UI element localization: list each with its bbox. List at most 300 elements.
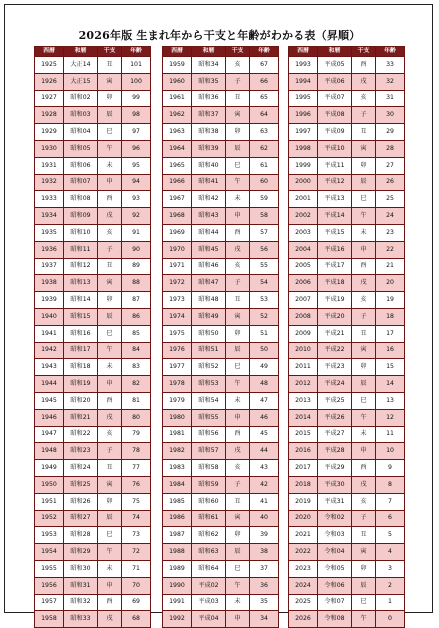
cell-age: 84 bbox=[122, 342, 151, 359]
cell-eto: 午 bbox=[352, 611, 376, 628]
cell-seireki: 1961 bbox=[163, 90, 192, 107]
cell-eto: 未 bbox=[98, 359, 122, 376]
table-row bbox=[163, 342, 279, 359]
table-row bbox=[289, 392, 405, 409]
cell-eto: 未 bbox=[98, 560, 122, 577]
header-wareki: 和暦 bbox=[318, 47, 352, 57]
cell-wareki: 昭和24 bbox=[64, 460, 98, 477]
cell-seireki: 1985 bbox=[163, 493, 192, 510]
cell-eto: 戌 bbox=[226, 241, 250, 258]
cell-age: 67 bbox=[250, 57, 279, 74]
table-row bbox=[163, 157, 279, 174]
cell-wareki: 昭和37 bbox=[192, 107, 226, 124]
cell-age: 101 bbox=[122, 57, 151, 74]
cell-wareki: 昭和27 bbox=[64, 510, 98, 527]
cell-wareki: 平成12 bbox=[318, 174, 352, 191]
cell-wareki: 昭和30 bbox=[64, 560, 98, 577]
table-row bbox=[35, 510, 151, 527]
cell-age: 48 bbox=[250, 376, 279, 393]
cell-seireki: 1926 bbox=[35, 73, 64, 90]
cell-age: 98 bbox=[122, 107, 151, 124]
cell-age: 49 bbox=[250, 359, 279, 376]
cell-age: 13 bbox=[376, 392, 405, 409]
table-row bbox=[163, 208, 279, 225]
cell-wareki: 昭和14 bbox=[64, 292, 98, 309]
cell-age: 15 bbox=[376, 359, 405, 376]
cell-eto: 酉 bbox=[352, 57, 376, 74]
cell-eto: 卯 bbox=[352, 359, 376, 376]
table-row bbox=[35, 90, 151, 107]
table-row bbox=[289, 426, 405, 443]
table-row bbox=[35, 241, 151, 258]
table-row bbox=[289, 560, 405, 577]
cell-seireki: 1971 bbox=[163, 258, 192, 275]
cell-wareki: 昭和53 bbox=[192, 376, 226, 393]
cell-seireki: 1931 bbox=[35, 157, 64, 174]
cell-seireki: 1989 bbox=[163, 560, 192, 577]
table-row bbox=[35, 527, 151, 544]
cell-seireki: 1972 bbox=[163, 275, 192, 292]
cell-age: 57 bbox=[250, 224, 279, 241]
cell-seireki: 2019 bbox=[289, 493, 318, 510]
cell-wareki: 昭和52 bbox=[192, 359, 226, 376]
cell-age: 97 bbox=[122, 124, 151, 141]
cell-eto: 午 bbox=[226, 174, 250, 191]
cell-seireki: 2004 bbox=[289, 241, 318, 258]
cell-wareki: 昭和48 bbox=[192, 292, 226, 309]
cell-eto: 丑 bbox=[98, 460, 122, 477]
cell-age: 45 bbox=[250, 426, 279, 443]
cell-age: 22 bbox=[376, 241, 405, 258]
cell-seireki: 1953 bbox=[35, 527, 64, 544]
cell-seireki: 1947 bbox=[35, 426, 64, 443]
cell-seireki: 1938 bbox=[35, 275, 64, 292]
cell-seireki: 1934 bbox=[35, 208, 64, 225]
table-row bbox=[163, 560, 279, 577]
cell-age: 30 bbox=[376, 107, 405, 124]
cell-eto: 寅 bbox=[352, 140, 376, 157]
cell-seireki: 2021 bbox=[289, 527, 318, 544]
cell-eto: 酉 bbox=[98, 392, 122, 409]
cell-age: 27 bbox=[376, 157, 405, 174]
cell-eto: 亥 bbox=[98, 426, 122, 443]
cell-seireki: 2018 bbox=[289, 476, 318, 493]
table-row bbox=[289, 107, 405, 124]
table-row bbox=[163, 426, 279, 443]
cell-seireki: 1978 bbox=[163, 376, 192, 393]
cell-wareki: 昭和07 bbox=[64, 174, 98, 191]
cell-seireki: 2020 bbox=[289, 510, 318, 527]
table-row bbox=[163, 544, 279, 561]
cell-wareki: 平成21 bbox=[318, 325, 352, 342]
cell-eto: 亥 bbox=[226, 258, 250, 275]
cell-age: 61 bbox=[250, 157, 279, 174]
cell-wareki: 平成19 bbox=[318, 292, 352, 309]
cell-eto: 丑 bbox=[98, 57, 122, 74]
cell-eto: 丑 bbox=[352, 325, 376, 342]
cell-seireki: 1956 bbox=[35, 577, 64, 594]
cell-age: 82 bbox=[122, 376, 151, 393]
cell-eto: 申 bbox=[352, 443, 376, 460]
cell-wareki: 平成25 bbox=[318, 392, 352, 409]
cell-eto: 酉 bbox=[98, 594, 122, 611]
table-row bbox=[289, 275, 405, 292]
cell-age: 20 bbox=[376, 275, 405, 292]
table-row bbox=[35, 124, 151, 141]
cell-wareki: 昭和10 bbox=[64, 224, 98, 241]
header-eto: 干支 bbox=[352, 47, 376, 57]
cell-age: 76 bbox=[122, 476, 151, 493]
cell-seireki: 1986 bbox=[163, 510, 192, 527]
cell-eto: 寅 bbox=[98, 476, 122, 493]
cell-age: 86 bbox=[122, 308, 151, 325]
cell-eto: 寅 bbox=[352, 544, 376, 561]
cell-wareki: 平成02 bbox=[192, 577, 226, 594]
table-row bbox=[163, 476, 279, 493]
table-row bbox=[35, 308, 151, 325]
cell-seireki: 1980 bbox=[163, 409, 192, 426]
cell-eto: 午 bbox=[352, 409, 376, 426]
table-row bbox=[35, 224, 151, 241]
cell-age: 19 bbox=[376, 292, 405, 309]
cell-seireki: 1973 bbox=[163, 292, 192, 309]
cell-eto: 午 bbox=[226, 577, 250, 594]
table-row bbox=[35, 443, 151, 460]
cell-seireki: 1967 bbox=[163, 191, 192, 208]
cell-wareki: 平成22 bbox=[318, 342, 352, 359]
cell-seireki: 2000 bbox=[289, 174, 318, 191]
cell-age: 0 bbox=[376, 611, 405, 628]
cell-wareki: 昭和08 bbox=[64, 191, 98, 208]
cell-seireki: 1941 bbox=[35, 325, 64, 342]
cell-seireki: 1929 bbox=[35, 124, 64, 141]
cell-seireki: 1962 bbox=[163, 107, 192, 124]
cell-seireki: 1940 bbox=[35, 308, 64, 325]
cell-seireki: 1984 bbox=[163, 476, 192, 493]
cell-wareki: 昭和29 bbox=[64, 544, 98, 561]
table-row bbox=[35, 611, 151, 628]
cell-wareki: 平成08 bbox=[318, 107, 352, 124]
cell-wareki: 平成05 bbox=[318, 57, 352, 74]
cell-wareki: 昭和35 bbox=[192, 73, 226, 90]
cell-age: 62 bbox=[250, 140, 279, 157]
cell-wareki: 令和03 bbox=[318, 527, 352, 544]
cell-seireki: 1970 bbox=[163, 241, 192, 258]
cell-seireki: 1992 bbox=[163, 611, 192, 628]
cell-eto: 午 bbox=[98, 140, 122, 157]
cell-wareki: 昭和57 bbox=[192, 443, 226, 460]
table-row bbox=[289, 224, 405, 241]
table-row bbox=[289, 460, 405, 477]
cell-wareki: 平成30 bbox=[318, 476, 352, 493]
eto-table-3 bbox=[288, 46, 405, 628]
cell-wareki: 昭和60 bbox=[192, 493, 226, 510]
cell-age: 39 bbox=[250, 527, 279, 544]
cell-age: 63 bbox=[250, 124, 279, 141]
cell-wareki: 令和08 bbox=[318, 611, 352, 628]
cell-seireki: 1976 bbox=[163, 342, 192, 359]
header-seireki: 西暦 bbox=[163, 47, 192, 57]
cell-eto: 子 bbox=[226, 73, 250, 90]
table-row bbox=[163, 191, 279, 208]
cell-seireki: 1957 bbox=[35, 594, 64, 611]
cell-age: 99 bbox=[122, 90, 151, 107]
cell-seireki: 2005 bbox=[289, 258, 318, 275]
table-row bbox=[163, 57, 279, 74]
table-row bbox=[289, 342, 405, 359]
cell-seireki: 1965 bbox=[163, 157, 192, 174]
table-row bbox=[35, 376, 151, 393]
table-row bbox=[289, 611, 405, 628]
cell-wareki: 平成18 bbox=[318, 275, 352, 292]
cell-age: 59 bbox=[250, 191, 279, 208]
table-row bbox=[163, 241, 279, 258]
cell-seireki: 2024 bbox=[289, 577, 318, 594]
cell-wareki: 昭和20 bbox=[64, 392, 98, 409]
table-row bbox=[289, 140, 405, 157]
cell-eto: 酉 bbox=[226, 224, 250, 241]
cell-age: 85 bbox=[122, 325, 151, 342]
cell-eto: 子 bbox=[352, 308, 376, 325]
cell-wareki: 昭和62 bbox=[192, 527, 226, 544]
table-row bbox=[163, 577, 279, 594]
table-row bbox=[163, 308, 279, 325]
table-row bbox=[289, 544, 405, 561]
table-row bbox=[163, 510, 279, 527]
cell-eto: 酉 bbox=[352, 258, 376, 275]
cell-eto: 寅 bbox=[226, 308, 250, 325]
cell-age: 74 bbox=[122, 510, 151, 527]
table-row bbox=[289, 577, 405, 594]
cell-age: 37 bbox=[250, 560, 279, 577]
cell-wareki: 大正14 bbox=[64, 57, 98, 74]
cell-seireki: 1932 bbox=[35, 174, 64, 191]
cell-age: 43 bbox=[250, 460, 279, 477]
cell-seireki: 2008 bbox=[289, 308, 318, 325]
cell-age: 51 bbox=[250, 325, 279, 342]
table-row bbox=[163, 376, 279, 393]
cell-eto: 未 bbox=[98, 157, 122, 174]
cell-eto: 巳 bbox=[98, 325, 122, 342]
cell-seireki: 1933 bbox=[35, 191, 64, 208]
cell-wareki: 平成14 bbox=[318, 208, 352, 225]
cell-seireki: 1936 bbox=[35, 241, 64, 258]
table-row bbox=[35, 157, 151, 174]
cell-seireki: 1959 bbox=[163, 57, 192, 74]
cell-eto: 卯 bbox=[98, 493, 122, 510]
cell-eto: 亥 bbox=[226, 460, 250, 477]
cell-wareki: 平成28 bbox=[318, 443, 352, 460]
cell-age: 11 bbox=[376, 426, 405, 443]
cell-age: 77 bbox=[122, 460, 151, 477]
cell-age: 1 bbox=[376, 594, 405, 611]
table-row bbox=[163, 359, 279, 376]
cell-eto: 午 bbox=[98, 342, 122, 359]
cell-wareki: 昭和22 bbox=[64, 426, 98, 443]
cell-wareki: 昭和58 bbox=[192, 460, 226, 477]
cell-eto: 卯 bbox=[226, 527, 250, 544]
cell-age: 38 bbox=[250, 544, 279, 561]
header-seireki: 西暦 bbox=[35, 47, 64, 57]
cell-seireki: 1952 bbox=[35, 510, 64, 527]
cell-age: 68 bbox=[122, 611, 151, 628]
cell-eto: 子 bbox=[352, 510, 376, 527]
cell-wareki: 平成29 bbox=[318, 460, 352, 477]
cell-wareki: 昭和51 bbox=[192, 342, 226, 359]
cell-eto: 丑 bbox=[98, 258, 122, 275]
table-row bbox=[35, 174, 151, 191]
cell-eto: 未 bbox=[352, 426, 376, 443]
table-row bbox=[35, 409, 151, 426]
cell-age: 65 bbox=[250, 90, 279, 107]
cell-age: 34 bbox=[250, 611, 279, 628]
table-row bbox=[35, 107, 151, 124]
table-row bbox=[35, 292, 151, 309]
cell-eto: 申 bbox=[98, 376, 122, 393]
cell-eto: 午 bbox=[226, 376, 250, 393]
cell-seireki: 2013 bbox=[289, 392, 318, 409]
table-row bbox=[289, 73, 405, 90]
cell-seireki: 2016 bbox=[289, 443, 318, 460]
header-wareki: 和暦 bbox=[64, 47, 98, 57]
cell-wareki: 昭和09 bbox=[64, 208, 98, 225]
cell-wareki: 昭和43 bbox=[192, 208, 226, 225]
cell-eto: 巳 bbox=[226, 560, 250, 577]
table-row bbox=[163, 594, 279, 611]
cell-seireki: 1979 bbox=[163, 392, 192, 409]
cell-age: 4 bbox=[376, 544, 405, 561]
cell-wareki: 昭和41 bbox=[192, 174, 226, 191]
table-row bbox=[289, 124, 405, 141]
table-row bbox=[35, 73, 151, 90]
header-seireki: 西暦 bbox=[289, 47, 318, 57]
cell-wareki: 平成24 bbox=[318, 376, 352, 393]
cell-wareki: 昭和06 bbox=[64, 157, 98, 174]
table-row bbox=[289, 527, 405, 544]
table-row bbox=[35, 560, 151, 577]
cell-seireki: 1999 bbox=[289, 157, 318, 174]
cell-eto: 未 bbox=[352, 224, 376, 241]
cell-age: 50 bbox=[250, 342, 279, 359]
cell-eto: 亥 bbox=[352, 292, 376, 309]
cell-wareki: 昭和33 bbox=[64, 611, 98, 628]
cell-age: 42 bbox=[250, 476, 279, 493]
cell-eto: 酉 bbox=[352, 460, 376, 477]
eto-table-2 bbox=[162, 46, 279, 628]
cell-eto: 卯 bbox=[226, 325, 250, 342]
cell-seireki: 2010 bbox=[289, 342, 318, 359]
cell-age: 66 bbox=[250, 73, 279, 90]
cell-eto: 寅 bbox=[98, 275, 122, 292]
cell-eto: 子 bbox=[352, 107, 376, 124]
cell-wareki: 昭和50 bbox=[192, 325, 226, 342]
cell-seireki: 2017 bbox=[289, 460, 318, 477]
table-row bbox=[35, 191, 151, 208]
cell-seireki: 1960 bbox=[163, 73, 192, 90]
cell-seireki: 1948 bbox=[35, 443, 64, 460]
table-row bbox=[35, 140, 151, 157]
cell-eto: 丑 bbox=[226, 292, 250, 309]
cell-age: 96 bbox=[122, 140, 151, 157]
cell-eto: 戌 bbox=[226, 443, 250, 460]
cell-age: 44 bbox=[250, 443, 279, 460]
cell-age: 79 bbox=[122, 426, 151, 443]
cell-seireki: 1945 bbox=[35, 392, 64, 409]
cell-eto: 子 bbox=[226, 476, 250, 493]
table-row bbox=[163, 90, 279, 107]
cell-age: 78 bbox=[122, 443, 151, 460]
cell-eto: 丑 bbox=[352, 527, 376, 544]
cell-seireki: 1937 bbox=[35, 258, 64, 275]
cell-age: 89 bbox=[122, 258, 151, 275]
cell-eto: 卯 bbox=[226, 124, 250, 141]
cell-wareki: 昭和56 bbox=[192, 426, 226, 443]
cell-eto: 巳 bbox=[98, 124, 122, 141]
cell-seireki: 1966 bbox=[163, 174, 192, 191]
cell-wareki: 平成13 bbox=[318, 191, 352, 208]
table-row bbox=[35, 594, 151, 611]
cell-seireki: 2007 bbox=[289, 292, 318, 309]
cell-wareki: 平成20 bbox=[318, 308, 352, 325]
cell-age: 64 bbox=[250, 107, 279, 124]
cell-wareki: 昭和46 bbox=[192, 258, 226, 275]
table-row bbox=[163, 140, 279, 157]
cell-eto: 寅 bbox=[98, 73, 122, 90]
cell-seireki: 1963 bbox=[163, 124, 192, 141]
table-row bbox=[289, 510, 405, 527]
cell-wareki: 令和05 bbox=[318, 560, 352, 577]
cell-eto: 亥 bbox=[352, 90, 376, 107]
table-row bbox=[35, 460, 151, 477]
header-wareki: 和暦 bbox=[192, 47, 226, 57]
cell-seireki: 2012 bbox=[289, 376, 318, 393]
cell-wareki: 昭和61 bbox=[192, 510, 226, 527]
cell-wareki: 昭和55 bbox=[192, 409, 226, 426]
cell-age: 100 bbox=[122, 73, 151, 90]
table-row bbox=[35, 258, 151, 275]
cell-wareki: 昭和04 bbox=[64, 124, 98, 141]
cell-seireki: 1998 bbox=[289, 140, 318, 157]
table-row bbox=[35, 493, 151, 510]
table-row bbox=[289, 308, 405, 325]
cell-seireki: 1982 bbox=[163, 443, 192, 460]
cell-age: 14 bbox=[376, 376, 405, 393]
cell-eto: 午 bbox=[352, 208, 376, 225]
table-row bbox=[289, 208, 405, 225]
header-age: 年齢 bbox=[250, 47, 279, 57]
cell-eto: 未 bbox=[226, 594, 250, 611]
cell-wareki: 昭和64 bbox=[192, 560, 226, 577]
cell-seireki: 1950 bbox=[35, 476, 64, 493]
cell-age: 69 bbox=[122, 594, 151, 611]
table-row bbox=[35, 392, 151, 409]
table-row bbox=[289, 376, 405, 393]
cell-eto: 辰 bbox=[352, 577, 376, 594]
cell-age: 5 bbox=[376, 527, 405, 544]
cell-age: 83 bbox=[122, 359, 151, 376]
table-row bbox=[163, 224, 279, 241]
cell-wareki: 昭和15 bbox=[64, 308, 98, 325]
cell-seireki: 1935 bbox=[35, 224, 64, 241]
cell-eto: 亥 bbox=[226, 57, 250, 74]
table-row bbox=[289, 90, 405, 107]
cell-seireki: 1997 bbox=[289, 124, 318, 141]
cell-seireki: 1958 bbox=[35, 611, 64, 628]
cell-eto: 巳 bbox=[98, 527, 122, 544]
cell-eto: 子 bbox=[226, 275, 250, 292]
cell-eto: 寅 bbox=[226, 107, 250, 124]
cell-wareki: 昭和63 bbox=[192, 544, 226, 561]
